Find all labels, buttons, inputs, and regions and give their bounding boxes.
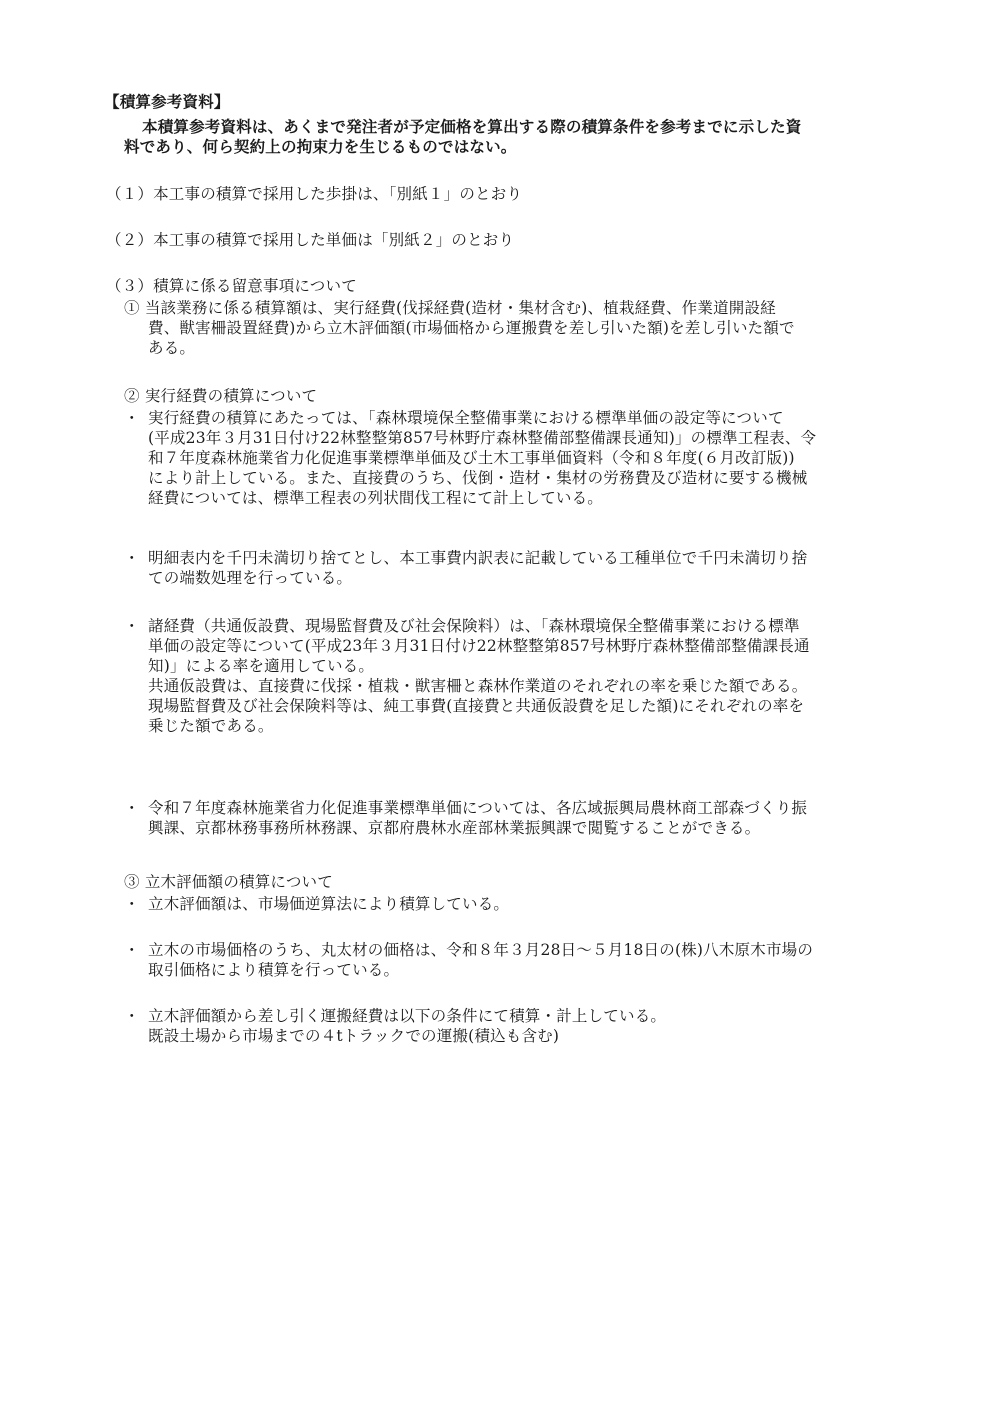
- sub2-b3-line-1: 諸経費（共通仮設費、現場監督費及び社会保険料）は、「森林環境保全整備事業における標準: [148, 617, 800, 635]
- bullet-marker: ・: [124, 1007, 140, 1025]
- sub3-b3-line-2: 既設土場から市場までの４tトラックでの運搬(積込も含む): [148, 1027, 560, 1045]
- sub2-heading: ② 実行経費の積算について: [124, 387, 318, 405]
- sub1-line-1: ① 当該業務に係る積算額は、実行経費(伐採経費(造材・集材含む)、植栽経費、作業道開設経: [124, 299, 776, 317]
- item-2: （２）本工事の積算で採用した単価は「別紙２」のとおり: [106, 231, 515, 249]
- bullet-marker: ・: [124, 799, 140, 817]
- sub3-b2-line-1: 立木の市場価格のうち、丸太材の価格は、令和８年３月28日～５月18日の(株)八木原木市場の: [148, 941, 814, 959]
- sub2-b1-line-2: (平成23年３月31日付け22林整整第857号林野庁森林整備部整備課長通知)」の標準工程表、令: [148, 429, 817, 447]
- bullet-marker: ・: [124, 941, 140, 959]
- sub2-b1-line-5: 経費については、標準工程表の列状間伐工程にて計上している。: [148, 489, 603, 507]
- sub1-line-2: 費、獣害柵設置経費)から立木評価額(市場価格から運搬費を差し引いた額)を差し引いた額で: [148, 319, 795, 337]
- bullet-marker: ・: [124, 895, 140, 913]
- intro-line-1: 本積算参考資料は、あくまで発注者が予定価格を算出する際の積算条件を参考までに示した資: [142, 118, 802, 136]
- sub1-line-3: ある。: [148, 339, 196, 357]
- sub3-b3-line-1: 立木評価額から差し引く運搬経費は以下の条件にて積算・計上している。: [148, 1007, 667, 1025]
- sub3-b1-line-1: 立木評価額は、市場価逆算法により積算している。: [148, 895, 510, 913]
- bullet-marker: ・: [124, 617, 140, 635]
- sub2-b2-line-2: ての端数処理を行っている。: [148, 569, 353, 587]
- sub2-b3-line-4: 共通仮設費は、直接費に伐採・植栽・獣害柵と森林作業道のそれぞれの率を乗じた額である。: [148, 677, 808, 695]
- sub2-b4-line-1: 令和７年度森林施業省力化促進事業標準単価については、各広域振興局農林商工部森づくり振: [148, 799, 808, 817]
- sub2-b1-line-4: により計上している。また、直接費のうち、伐倒・造材・集材の労務費及び造材に要する機械: [148, 469, 808, 487]
- bullet-marker: ・: [124, 549, 140, 567]
- sub2-b3-line-2: 単価の設定等について(平成23年３月31日付け22林整整第857号林野庁森林整備部整備課長通: [148, 637, 810, 655]
- item-1: （１）本工事の積算で採用した歩掛は、「別紙１」のとおり: [106, 185, 523, 203]
- sub2-b3-line-5: 現場監督費及び社会保険料等は、純工事費(直接費と共通仮設費を足した額)にそれぞれの率を: [148, 697, 805, 715]
- sub2-b4-line-2: 興課、京都林務事務所林務課、京都府農林水産部林業振興課で閲覧することができる。: [148, 819, 761, 837]
- item-3: （３）積算に係る留意事項について: [106, 277, 357, 295]
- sub2-b3-line-3: 知)」による率を適用している。: [148, 657, 375, 675]
- document-title: 【積算参考資料】: [104, 93, 230, 111]
- bullet-marker: ・: [124, 409, 140, 427]
- sub3-heading: ③ 立木評価額の積算について: [124, 873, 333, 891]
- intro-line-2: 料であり、何ら契約上の拘束力を生じるものではない。: [124, 138, 517, 156]
- sub2-b1-line-1: 実行経費の積算にあたっては、「森林環境保全整備事業における標準単価の設定等について: [148, 409, 784, 427]
- sub2-b2-line-1: 明細表内を千円未満切り捨てとし、本工事費内訳表に記載している工種単位で千円未満切り捨: [148, 549, 808, 567]
- sub2-b1-line-3: 和７年度森林施業省力化促進事業標準単価及び土木工事単価資料（令和８年度(６月改訂版)): [148, 449, 795, 467]
- sub2-b3-line-6: 乗じた額である。: [148, 717, 274, 735]
- sub3-b2-line-2: 取引価格により積算を行っている。: [148, 961, 400, 979]
